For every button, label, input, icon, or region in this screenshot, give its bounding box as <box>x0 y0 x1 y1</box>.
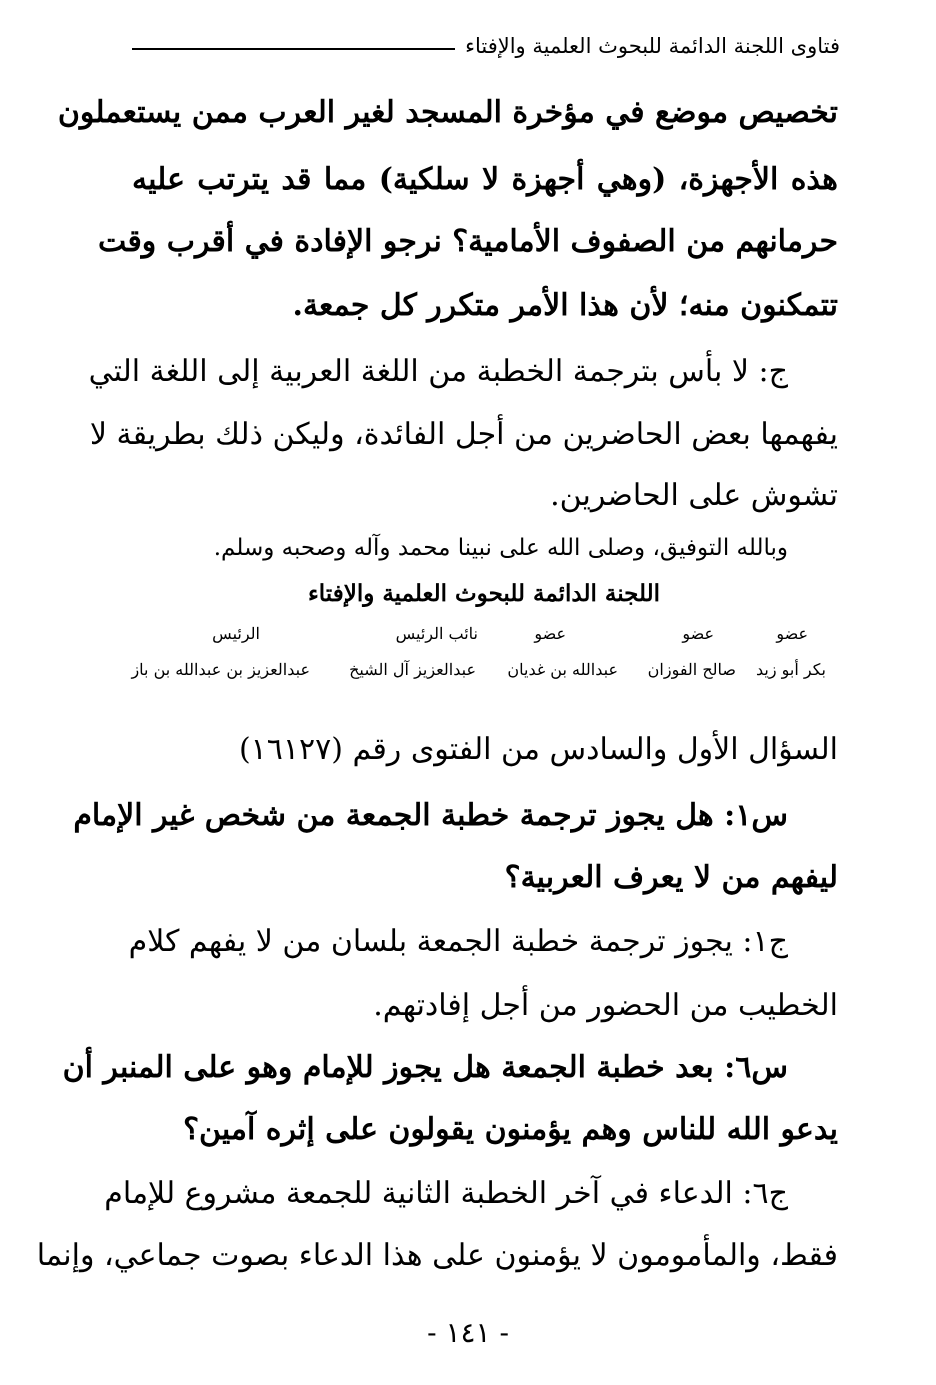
fatwa-heading: السؤال الأول والسادس من الفتوى رقم (١٦١٢٧) <box>238 732 838 767</box>
signatory-role: الرئيس <box>212 624 260 643</box>
question-continuation-line: تتمكنون منه؛ لأن هذا الأمر متكرر كل جمعة. <box>292 288 838 323</box>
signatory-role: نائب الرئيس <box>395 624 478 643</box>
page-number: - ١٤١ - <box>427 1316 509 1349</box>
signatory-name: عبدالعزيز آل الشيخ <box>349 660 476 679</box>
signatory-name: صالح الفوزان <box>647 660 736 679</box>
question-6-line: يدعو الله للناس وهم يؤمنون يقولون على إثره آمين؟ <box>183 1112 838 1147</box>
committee-title: اللجنة الدائمة للبحوث العلمية والإفتاء <box>307 580 661 607</box>
signatory-name: عبدالعزيز بن عبدالله بن باز <box>131 660 310 679</box>
answer-line: تشوش على الحاضرين. <box>550 478 838 513</box>
signatory-role: عضو <box>682 624 714 643</box>
question-1-line: ليفهم من لا يعرف العربية؟ <box>504 860 838 895</box>
running-header <box>132 26 840 66</box>
answer-line: يفهمها بعض الحاضرين من أجل الفائدة، وليكن ذلك بطريقة لا <box>89 417 838 452</box>
signatory-role: عضو <box>534 624 566 643</box>
answer-1-line: ج١: يجوز ترجمة خطبة الجمعة بلسان من لا يفهم كلام <box>128 924 788 959</box>
question-continuation-line: حرمانهم من الصفوف الأمامية؟ نرجو الإفادة في أقرب وقت <box>97 224 838 259</box>
answer-6-line: ج٦: الدعاء في آخر الخطبة الثانية للجمعة مشروع للإمام <box>104 1176 788 1211</box>
answer-1-line: الخطيب من الحضور من أجل إفادتهم. <box>373 988 838 1023</box>
closing-formula: وبالله التوفيق، وصلى الله على نبينا محمد وآله وصحبه وسلم. <box>213 535 788 561</box>
question-1-line: س١: هل يجوز ترجمة خطبة الجمعة من شخص غير الإمام <box>73 798 788 833</box>
signatory-name: عبدالله بن غديان <box>507 660 618 679</box>
answer-6-line: فقط، والمأمومون لا يؤمنون على هذا الدعاء بصوت جماعي، وإنما <box>36 1238 838 1273</box>
header-title: فتاوى اللجنة الدائمة للبحوث العلمية والإفتاء <box>465 34 840 58</box>
signatory-role: عضو <box>776 624 808 643</box>
question-continuation-line: هذه الأجهزة، (وهي أجهزة لا سلكية) مما قد يترتب عليه <box>132 162 838 197</box>
signatory-name: بكر أبو زيد <box>755 660 826 679</box>
answer-line: ج: لا بأس بترجمة الخطبة من اللغة العربية إلى اللغة التي <box>88 354 788 389</box>
question-6-line: س٦: بعد خطبة الجمعة هل يجوز للإمام وهو على المنبر أن <box>62 1050 788 1085</box>
header-rule <box>132 48 455 50</box>
question-continuation-line: تخصيص موضع في مؤخرة المسجد لغير العرب ممن يستعملون <box>57 95 838 130</box>
